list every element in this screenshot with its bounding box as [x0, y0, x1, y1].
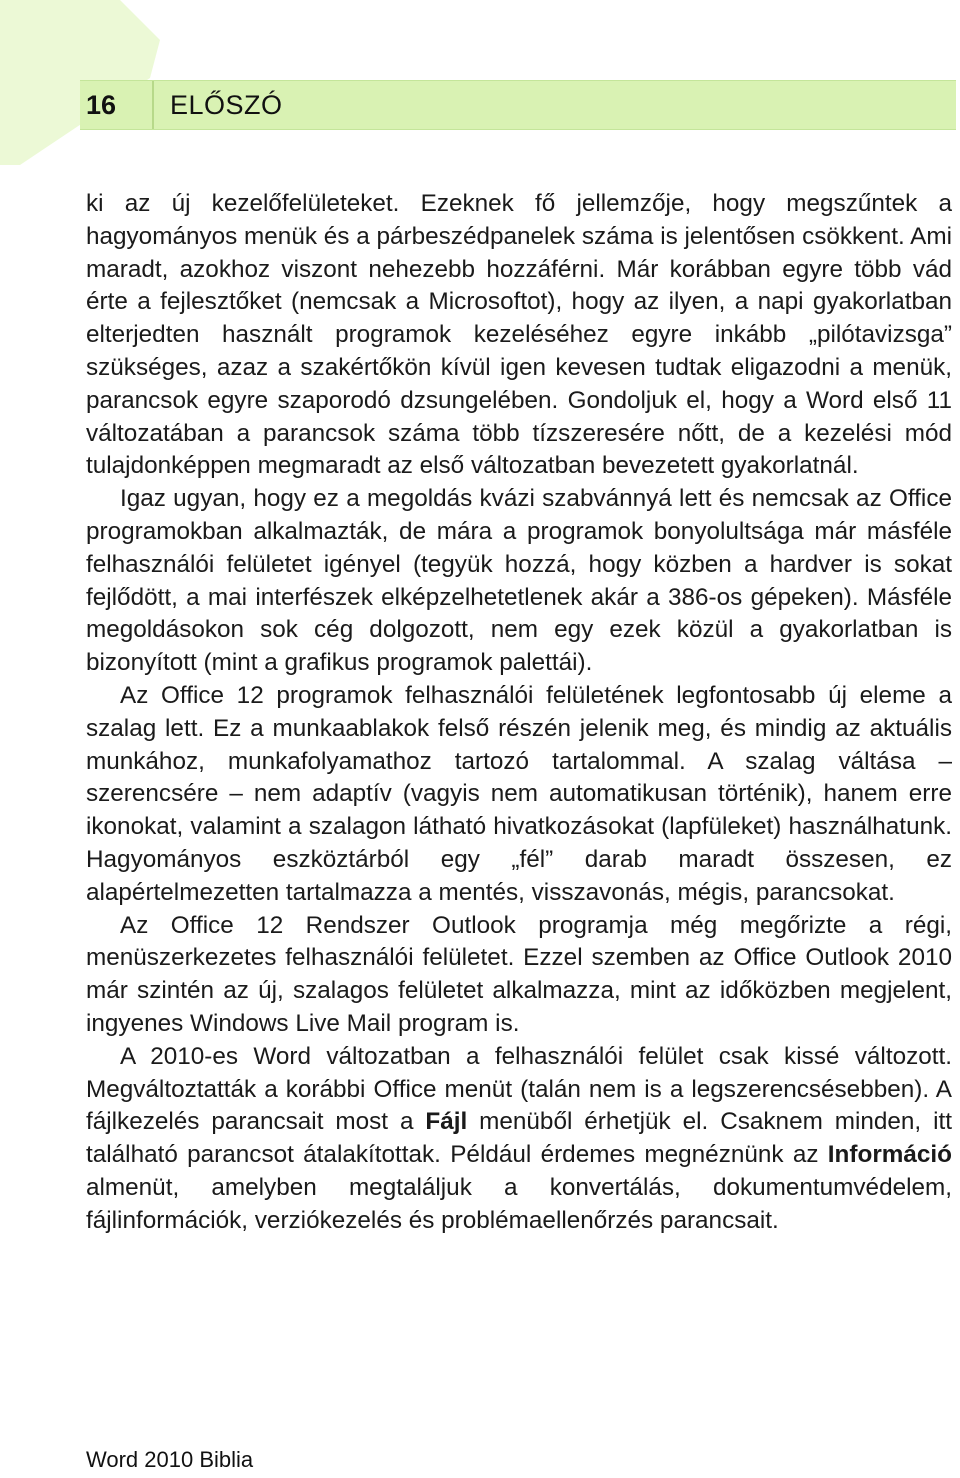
paragraph-5-text-c: almenüt, amelyben megtaláljuk a konvertálás, dokumentumvédelem, fájlinformációk, verziókezelés és problémaellenőrzés parancsait.	[86, 1173, 952, 1234]
chapter-title: ELŐSZÓ	[170, 90, 283, 120]
footer-book-title: Word 2010 Biblia	[86, 1447, 254, 1472]
informacio-submenu-term: Információ	[827, 1141, 952, 1169]
paragraph-3-text: Az Office 12 programok felhasználói felületének legfontosabb új eleme a szalag lett. Ez a munkaablakok felső részén jelenik meg, és mindig az aktuális munkához, munkafolyamathoz tartozó tartalommal. A szalag váltása – szerencsére – nem adaptív (vagyis nem automatikusan történik), hanem erre ikonokat, valamint a szalagon látható hivatkozásokat (lapfüleket) használhatunk. Hagyományos eszköztárból egy „fél” darab maradt összesen, ez alapértelmezetten tartalmazza a mentés, visszavonás, mégis, parancsokat.	[86, 681, 952, 906]
paragraph-4-text: Az Office 12 Rendszer Outlook programja még megőrizte a régi, menüszerkezetes felhasználói felületet. Ezzel szemben az Office Outlook 2010 már szintén az új, szalagos felületet alkalmazza, mint az időközben megjelent, ingyenes Windows Live Mail program is.	[86, 911, 952, 1037]
paragraph-1	[86, 188, 952, 483]
paragraph-3	[86, 680, 952, 910]
paragraph-5	[86, 1041, 952, 1238]
paragraph-2	[86, 483, 952, 680]
header-divider	[152, 81, 154, 129]
paragraph-1-text: ki az új kezelőfelületeket. Ezeknek fő jellemzője, hogy megszűntek a hagyományos menük és a párbeszédpanelek száma is jelentősen csökkent. Ami maradt, azokhoz viszont nehezebb hozzáférni. Már korábban egyre több vád érte a fejlesztőket (nemcsak a Microsoftot), hogy az ilyen, a napi gyakorlatban elterjedten használt programok kezeléséhez egyre inkább „pilótavizsga” szükséges, azaz a szakértőkön kívül igen kevesen tudtak eligazodni a menük, parancsok egyre szaporodó dzsungelében. Gondoljuk el, hogy a Word első 11 változatában a parancsok száma több tízszeresére nőtt, de a kezelési mód tulajdonképpen megmaradt az első változatban bevezetett gyakorlatnál.	[86, 190, 952, 480]
page-number: 16	[86, 90, 117, 120]
body-text	[86, 188, 952, 1238]
page-header	[80, 80, 956, 130]
paragraph-5-text-a: A 2010-es Word változatban a felhasználói felület csak kissé változott. Megváltoztatták a korábbi Office menüt (talán nem is a legszerencsésebben). A fájlkezelés parancsait most a	[86, 1042, 952, 1136]
paragraph-4	[86, 910, 952, 1041]
paragraph-2-text: Igaz ugyan, hogy ez a megoldás kvázi szabvánnyá lett és nemcsak az Office programokban alkalmazták, de mára a programok bonyolultsága már másféle felhasználói felületet igényel (tegyük hozzá, hogy közben a hardver is sokat fejlődött, a mai interfészek elképzelhetetlenek akár a 386-os gépeken). Másféle megoldásokon sok cég dolgozott, nem egy ezek közül a gyakorlatban is bizonyított (mint a grafikus programok palettái).	[86, 485, 952, 677]
paragraph-5-text-b: menüből érhetjük el. Csaknem minden, itt található parancsot átalakítottak. Például érdemes megnéznünk az	[86, 1108, 952, 1169]
fajl-menu-term: Fájl	[425, 1108, 468, 1136]
